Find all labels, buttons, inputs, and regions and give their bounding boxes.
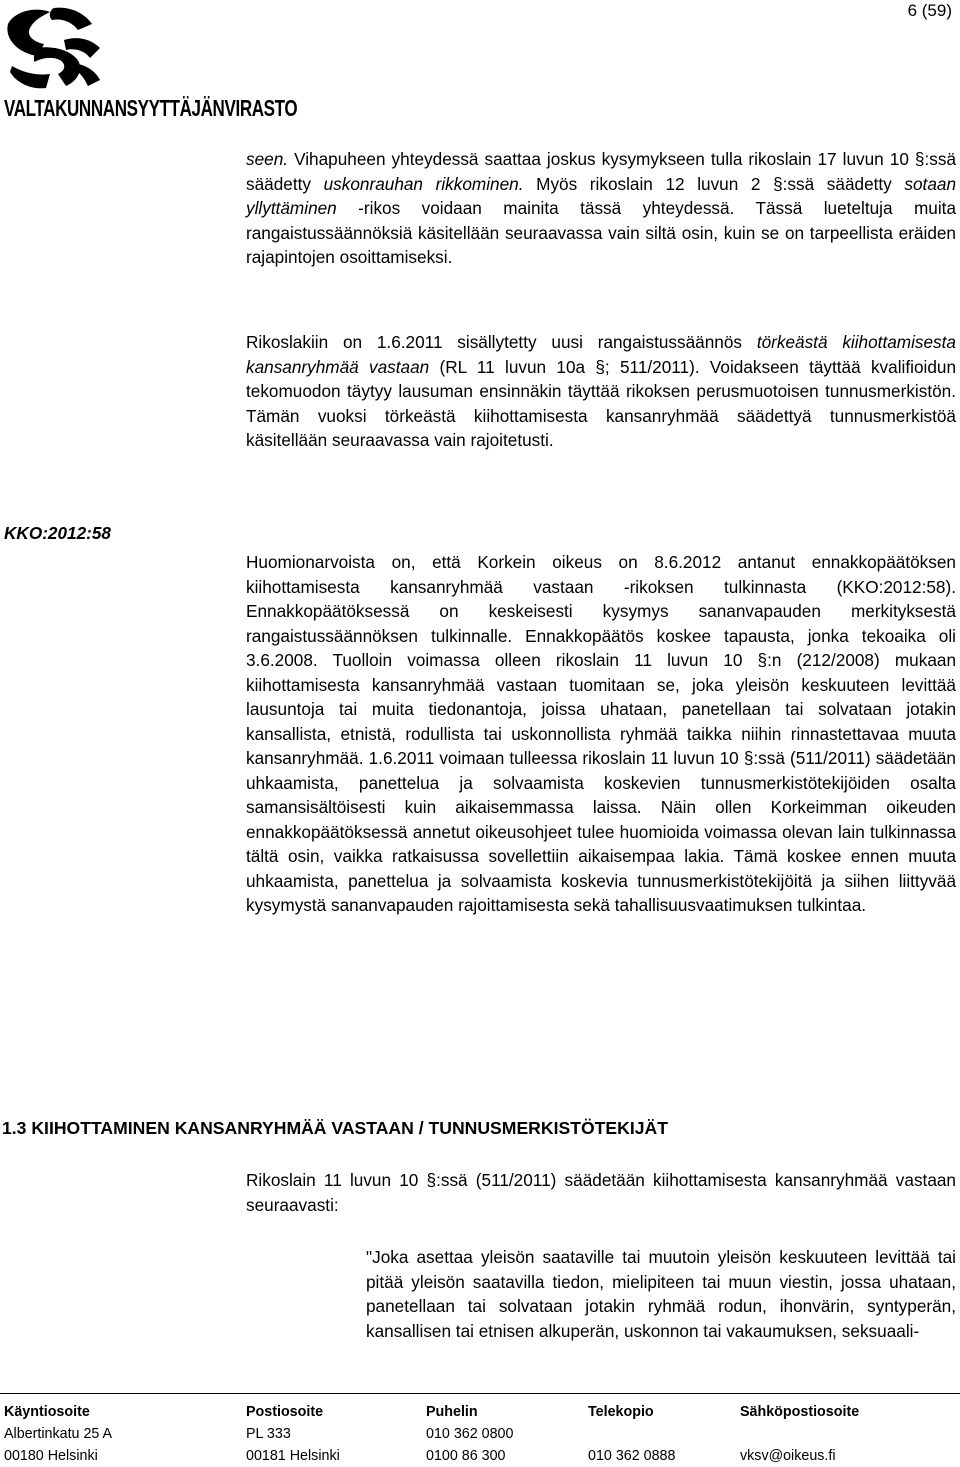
footer-line: 010 362 0888 xyxy=(588,1448,676,1464)
agency-emblem-icon xyxy=(4,6,104,90)
footer-heading: Sähköpostiosoite xyxy=(740,1404,860,1420)
footer-line: 010 362 0800 xyxy=(426,1426,514,1442)
paragraph-2 xyxy=(246,330,956,453)
footer-heading: Puhelin xyxy=(426,1404,478,1420)
footer-heading: Postiosoite xyxy=(246,1404,324,1420)
text-run: -rikos voidaan mainita tässä yhteydessä. Tässä lueteltuja muita rangaistussäännöksiä käsitellään seuraavassa vain siltä osin, kuin se on tarpeellista eräiden rajapintojen osoittamiseksi. xyxy=(246,198,956,267)
agency-name: VALTAKUNNANSYYTTÄJÄNVIRASTO xyxy=(4,95,298,121)
text-run: Vihapuheen yhteydessä saattaa joskus kysymykseen tulla rikoslain 17 luvun 10 §:ssä säädetty xyxy=(246,149,956,194)
italic-term: uskonrauhan rikkominen. xyxy=(323,173,524,194)
section-heading: 1.3 KIIHOTTAMINEN KANSANRYHMÄÄ VASTAAN / TUNNUSMERKISTÖTEKIJÄT xyxy=(2,1118,668,1138)
footer-postal-address xyxy=(246,1401,340,1467)
footer-email xyxy=(740,1401,859,1467)
text-run: "Joka asettaa yleisön saataville tai muutoin yleisön keskuuteen levittää tai pitää yleisön saatavilla tiedon, mielipiteen tai muun viestin, jossa uhataan, panetellaan tai solvataan jotakin ryhmää rodun, ihonvärin, syntyperän, kansallisen tai etnisen alkuperän, uskonnon tai vakaumuksen, seksuaali- xyxy=(366,1247,956,1341)
footer-line: Albertinkatu 25 A xyxy=(4,1426,113,1442)
footer-line: 00180 Helsinki xyxy=(4,1448,98,1464)
text-run: Myös rikoslain 12 luvun 2 §:ssä säädetty xyxy=(523,173,905,194)
italic-term: seen. xyxy=(246,149,289,169)
footer-heading: Käyntiosoite xyxy=(4,1404,90,1420)
text-run: Huomionarvoista on, että Korkein oikeus on 8.6.2012 antanut ennakkopäätöksen kiihottamisesta kansanryhmää vastaan -rikoksen tulkinnasta (KKO:2012:58). Ennakkopäätöksessä on keskeisesti kysymys sananvapauden merkityksestä rangaistussäännöksen tulkinnalle. Ennakkopäätös koskee tapausta, jonka tekoaika oli 3.6.2008. Tuolloin voimassa olleen rikoslain 11 luvun 10 §:n (212/2008) mukaan kiihottamisesta kansanryhmää vastaan tuomitaan se, joka yleisön keskuuteen levittää lausuntoja tai muita tiedonantoja, joissa uhataan, panetellaan tai solvataan jotakin kansallista, etnistä, rodullista tai uskonnollista ryhmää taikka niihin rinnastettavaa muuta kansanryhmää. 1.6.2011 voimaan tulleessa rikoslain 11 luvun 10 §:ssä (511/2011) säädetään uhkaamista, panettelua ja solvaamista koskevien tunnusmerkistötekijöiden osalta samansisältöisesti kuin aikaisemmassa laissa. Näin ollen Korkeimman oikeuden ennakkopäätöksessä annetut oikeusohjeet tulee huomioida voimassa olevan lain tulkinnassa tältä osin, vaikka ratkaisussa sovellettiin aikaisempaa lakia. Tämä koskee ennen muuta uhkaamista, panettelua ja solvaamista koskevia tunnusmerkistötekijöitä ja siihen liittyvää kysymystä sananvapauden rajoittamisesta sekä tahallisuusvaatimuksen tulkintaa. xyxy=(246,552,956,915)
footer-line xyxy=(740,1423,859,1445)
footer-line: 0100 86 300 xyxy=(426,1448,506,1464)
footer-line: 00181 Helsinki xyxy=(246,1448,340,1464)
footer-line: vksv@oikeus.fi xyxy=(740,1448,836,1464)
text-run: Rikoslain 11 luvun 10 §:ssä (511/2011) säädetään kiihottamisesta kansanryhmää vastaan seuraavasti: xyxy=(246,1170,956,1215)
paragraph-3 xyxy=(246,550,956,918)
paragraph-1 xyxy=(246,147,956,270)
legal-quote xyxy=(366,1245,956,1343)
footer-heading: Telekopio xyxy=(588,1404,654,1420)
footer-line: PL 333 xyxy=(246,1426,291,1442)
italic-term: sotaan yllyttäminen xyxy=(246,173,957,218)
footer-line xyxy=(588,1423,675,1445)
side-label-kko: KKO:2012:58 xyxy=(4,523,111,543)
page-number: 6 (59) xyxy=(907,1,952,20)
footer-fax xyxy=(588,1401,675,1467)
footer-divider xyxy=(0,1393,960,1394)
footer-phone xyxy=(426,1401,513,1467)
text-run: (RL 11 luvun 10a §; 511/2011). Voidakseen täyttää kvalifioidun tekomuodon täytyy lausuman ensinnäkin täyttää rikoksen perusmuotoisen tunnusmerkistön. Tämän vuoksi törkeästä kiihottamisesta kansanryhmää säädettyä tunnusmerkistöä käsitellään seuraavassa vain rajoitetusti. xyxy=(246,356,956,450)
agency-logo xyxy=(4,6,334,124)
italic-term: törkeästä kiihottamisesta kansanryhmää vastaan xyxy=(246,332,956,377)
text-run: Rikoslakiin on 1.6.2011 sisällytetty uusi rangaistussäännös xyxy=(246,332,757,352)
paragraph-4 xyxy=(246,1168,956,1217)
footer-visiting-address xyxy=(4,1401,112,1467)
